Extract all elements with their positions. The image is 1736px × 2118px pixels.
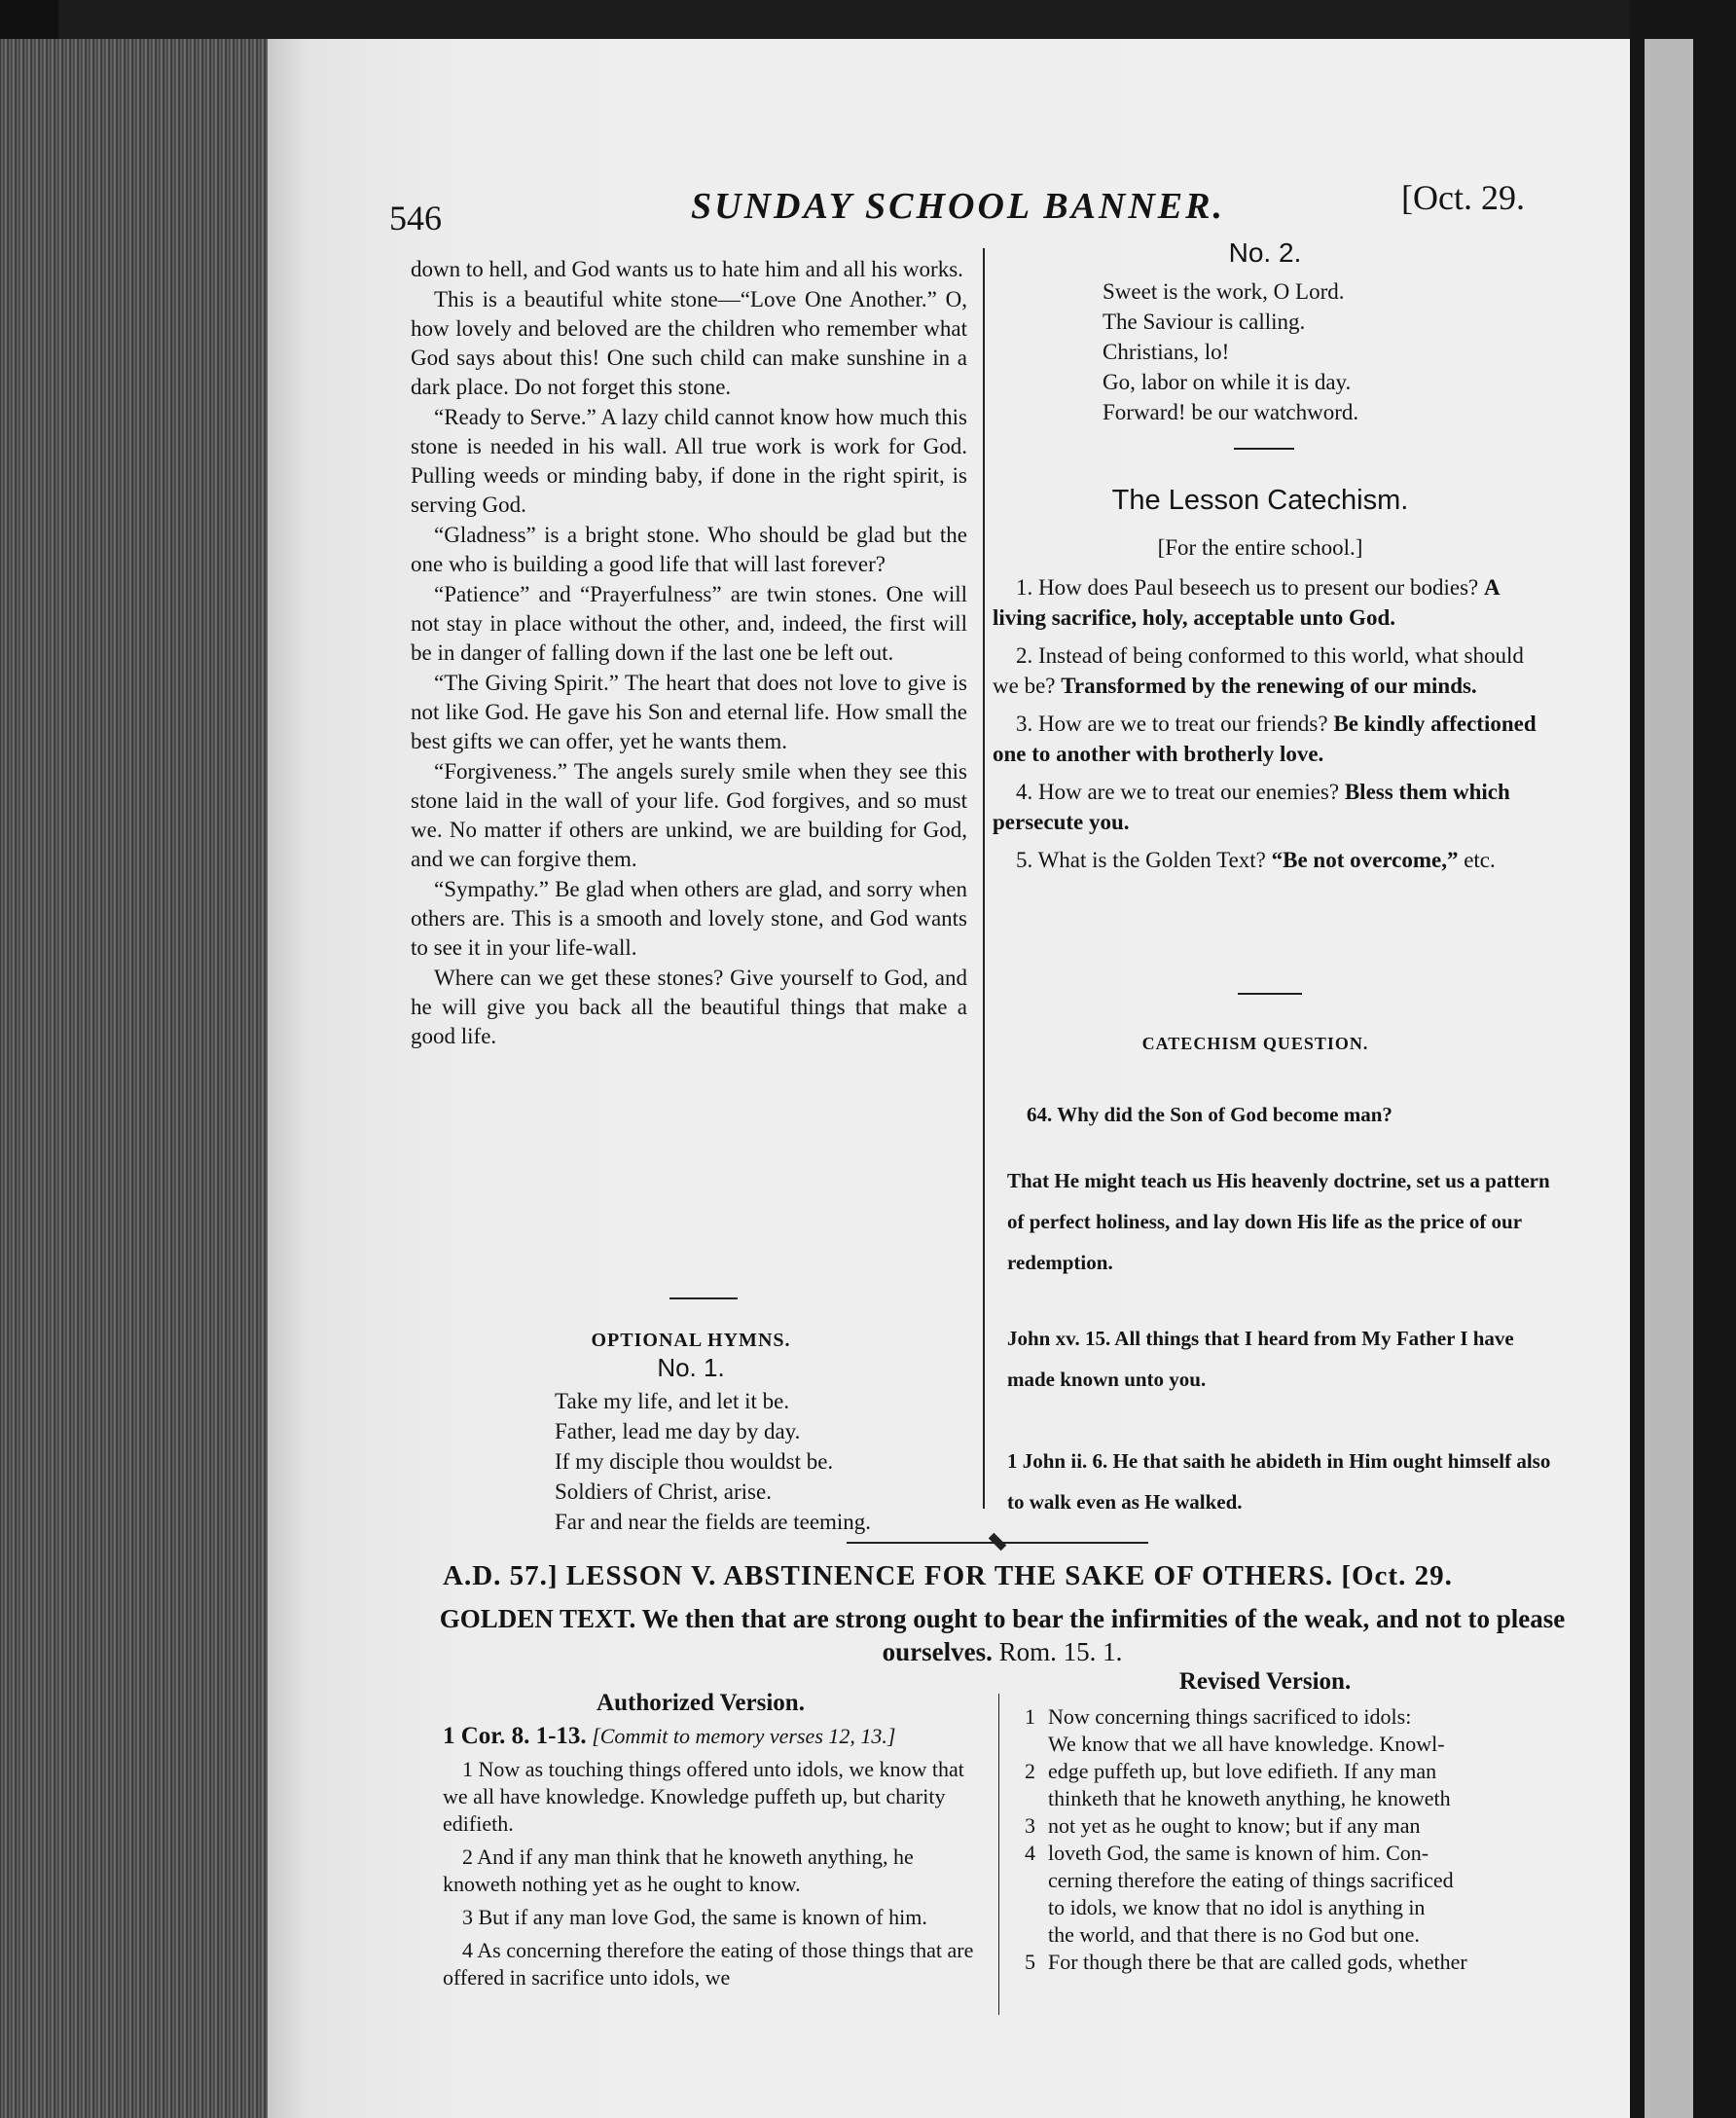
hymn-line: Take my life, and let it be. <box>555 1389 790 1413</box>
hymn-1-title: No. 1. <box>657 1353 725 1382</box>
golden-text-body: GOLDEN TEXT. We then that are strong ought to bear the infirmities of the weak, and not to please ourselves. <box>439 1604 1566 1666</box>
golden-text <box>438 1602 1567 1668</box>
rv-line <box>1025 1894 1570 1921</box>
rv-verse-number: 4 <box>1025 1841 1035 1865</box>
verse: 2 And if any man think that he knoweth anything, he knoweth nothing yet as he ought to know. <box>443 1844 914 1896</box>
rv-line <box>1025 1731 1570 1758</box>
rv-text: We know that we all have knowledge. Knowl- <box>1048 1732 1445 1756</box>
next-page-edge <box>1645 39 1693 2118</box>
rv-line <box>1025 1921 1570 1949</box>
version-divider <box>998 1694 999 2015</box>
catechism-subtitle: [For the entire school.] <box>1157 535 1363 560</box>
optional-hymns-heading: OPTIONAL HYMNS. <box>591 1330 791 1351</box>
catechism-question: 3. How are we to treat our friends? <box>1016 712 1328 736</box>
hymn-line: Sweet is the work, O Lord. <box>1103 279 1345 304</box>
revised-version-text <box>1025 1703 1570 1976</box>
authorized-version-text <box>443 1723 988 1997</box>
revised-version-heading: Revised Version. <box>1178 1668 1352 1695</box>
hymn-2-list <box>1103 276 1550 427</box>
paragraph: down to hell, and God wants us to hate him and all his works. <box>411 257 963 281</box>
catechism-question: 5. What is the Golden Text? <box>1016 848 1266 872</box>
catechism-question-heading: CATECHISM QUESTION. <box>1141 1034 1369 1053</box>
hymn-2-title: No. 2. <box>1228 237 1302 268</box>
catechism-tail: etc. <box>1458 848 1496 872</box>
catechism-item <box>993 777 1537 837</box>
rv-text: the world, and that there is no God but one. <box>1048 1922 1420 1947</box>
hymn-line: If my disciple thou wouldst be. <box>555 1449 834 1474</box>
hymn-line: Go, labor on while it is day. <box>1103 370 1352 394</box>
paragraph: “The Giving Spirit.” The heart that does not love to give is not like God. He gave his Son and eternal life. How small the best gifts we can offer, yet he wants them. <box>411 671 967 753</box>
catechism-item <box>993 640 1537 701</box>
rv-text: thinketh that he knoweth anything, he knoweth <box>1048 1786 1451 1810</box>
catechism-item <box>993 845 1537 875</box>
hymn-line: Far and near the fields are teeming. <box>555 1510 872 1534</box>
catechism-question: 1. How does Paul beseech us to present our bodies? <box>1016 575 1479 600</box>
catechism-answer: A living sacrifice, holy, acceptable unto God. <box>993 575 1500 630</box>
scripture-reference <box>443 1723 988 1750</box>
section-divider <box>1238 993 1302 995</box>
hymn-line: Father, lead me day by day. <box>555 1419 801 1443</box>
rv-verse-number <box>1025 1785 1048 1812</box>
page-number: 546 <box>389 199 442 237</box>
rv-line <box>1025 1812 1570 1840</box>
rv-line <box>1025 1703 1570 1731</box>
verse: 3 But if any man love God, the same is known of him. <box>462 1905 927 1929</box>
paragraph: “Gladness” is a bright stone. Who should be glad but the one who is building a good life that will last forever? <box>411 523 967 576</box>
hymn-line: The Saviour is calling. <box>1103 310 1306 334</box>
paragraph: “Patience” and “Prayerfulness” are twin stones. One will not stay in place without the other, and, indeed, the first will be in danger of falling down if the last one be left out. <box>411 582 967 665</box>
cq-reference-2: 1 John ii. 6. He that saith he abideth in Him ought himself also to walk even as He walked. <box>1007 1449 1551 1514</box>
hymn-1-list <box>555 1386 963 1537</box>
verse: 1 Now as touching things offered unto idols, we know that we all have knowledge. Knowledge puffeth up, but charity edifieth. <box>443 1757 964 1836</box>
paragraph: “Forgiveness.” The angels surely smile when they see this stone laid in the wall of your life. God forgives, and so must we. No matter if others are unkind, we are building for God, and we can forgive them. <box>411 759 967 871</box>
verse: 4 As concerning therefore the eating of those things that are offered in sacrifice unto idols, we <box>443 1938 974 1990</box>
rv-line <box>1025 1758 1570 1785</box>
catechism-question: 2. Instead of being conformed to this world, what should we be? <box>993 643 1524 698</box>
rv-verse-number: 1 <box>1025 1704 1035 1729</box>
catechism-question: 4. How are we to treat our enemies? <box>1016 780 1340 804</box>
rv-verse-number <box>1025 1731 1048 1758</box>
rv-text: Now concerning things sacrificed to idols: <box>1048 1704 1412 1729</box>
catechism-answer: Be kindly affectioned one to another with brotherly love. <box>993 712 1537 766</box>
cq-answer: That He might teach us His heavenly doctrine, set us a pattern of perfect holiness, and lay down His life as the price of our redemption. <box>1007 1169 1550 1274</box>
paragraph: “Sympathy.” Be glad when others are glad, and sorry when others are. This is a smooth and lovely stone, and God wants to see it in your life-wall. <box>411 877 967 960</box>
av-commit: [Commit to memory verses 12, 13.] <box>586 1724 896 1748</box>
rv-line <box>1025 1949 1570 1976</box>
paragraph: Where can we get these stones? Give yourself to God, and he will give you back all the beautiful things that make a good life. <box>411 966 967 1048</box>
rv-line <box>1025 1867 1570 1894</box>
catechism-item <box>993 572 1537 633</box>
cq-reference-1: John xv. 15. All things that I heard from My Father I have made known unto you. <box>1007 1327 1514 1391</box>
cq-question: 64. Why did the Son of God become man? <box>1027 1103 1392 1126</box>
hymn-line: Forward! be our watchword. <box>1103 400 1359 424</box>
rv-text: not yet as he ought to know; but if any man <box>1048 1813 1421 1838</box>
rv-verse-number <box>1025 1867 1048 1894</box>
rv-verse-number <box>1025 1894 1048 1921</box>
rv-line <box>1025 1785 1570 1812</box>
catechism-title: The Lesson Catechism. <box>1111 485 1409 516</box>
authorized-version-heading: Authorized Version. <box>597 1690 805 1716</box>
section-divider <box>1234 448 1294 450</box>
rv-text: to idols, we know that no idol is anything in <box>1048 1895 1426 1919</box>
lesson-title: A.D. 57.] LESSON V. ABSTINENCE FOR THE SAKE OF OTHERS. [Oct. 29. <box>443 1560 1453 1591</box>
rv-text: loveth God, the same is known of him. Con- <box>1048 1841 1429 1865</box>
paragraph: “Ready to Serve.” A lazy child cannot know how much this stone is needed in his wall. All true work is work for God. Pulling weeds or minding baby, if done in the right spirit, is serving God. <box>411 405 967 517</box>
rv-text: cerning therefore the eating of things sacrificed <box>1048 1868 1454 1892</box>
rv-verse-number: 2 <box>1025 1759 1035 1783</box>
rv-verse-number <box>1025 1921 1048 1949</box>
rv-verse-number: 3 <box>1025 1813 1035 1838</box>
paragraph: This is a beautiful white stone—“Love One Another.” O, how lovely and beloved are the children who remember what God says about this! One such child can make sunshine in a dark place. Do not forget this stone. <box>411 287 967 399</box>
catechism-answer: Transformed by the renewing of our minds. <box>1061 674 1477 698</box>
rv-verse-number: 5 <box>1025 1950 1035 1974</box>
catechism-list <box>993 572 1537 883</box>
catechism-item <box>993 709 1537 769</box>
catechism-answer: Bless them which persecute you. <box>993 780 1510 834</box>
av-reference: 1 Cor. 8. 1-13. <box>443 1723 587 1749</box>
catechism-answer: “Be not overcome,” <box>1271 848 1459 872</box>
hymn-line: Soldiers of Christ, arise. <box>555 1479 772 1504</box>
section-divider <box>669 1297 738 1299</box>
column-divider <box>983 248 985 1509</box>
rv-text: For though there be that are called gods, whether <box>1048 1950 1467 1974</box>
rv-text: edge puffeth up, but love edifieth. If any man <box>1048 1759 1437 1783</box>
header-date: [Oct. 29. <box>1401 178 1525 217</box>
left-column-text <box>411 255 967 1052</box>
golden-text-ref: Rom. 15. 1. <box>992 1637 1123 1666</box>
running-title: SUNDAY SCHOOL BANNER. <box>691 186 1226 227</box>
page-edges <box>0 39 282 2118</box>
hymn-line: Christians, lo! <box>1103 340 1230 364</box>
rv-line <box>1025 1840 1570 1867</box>
